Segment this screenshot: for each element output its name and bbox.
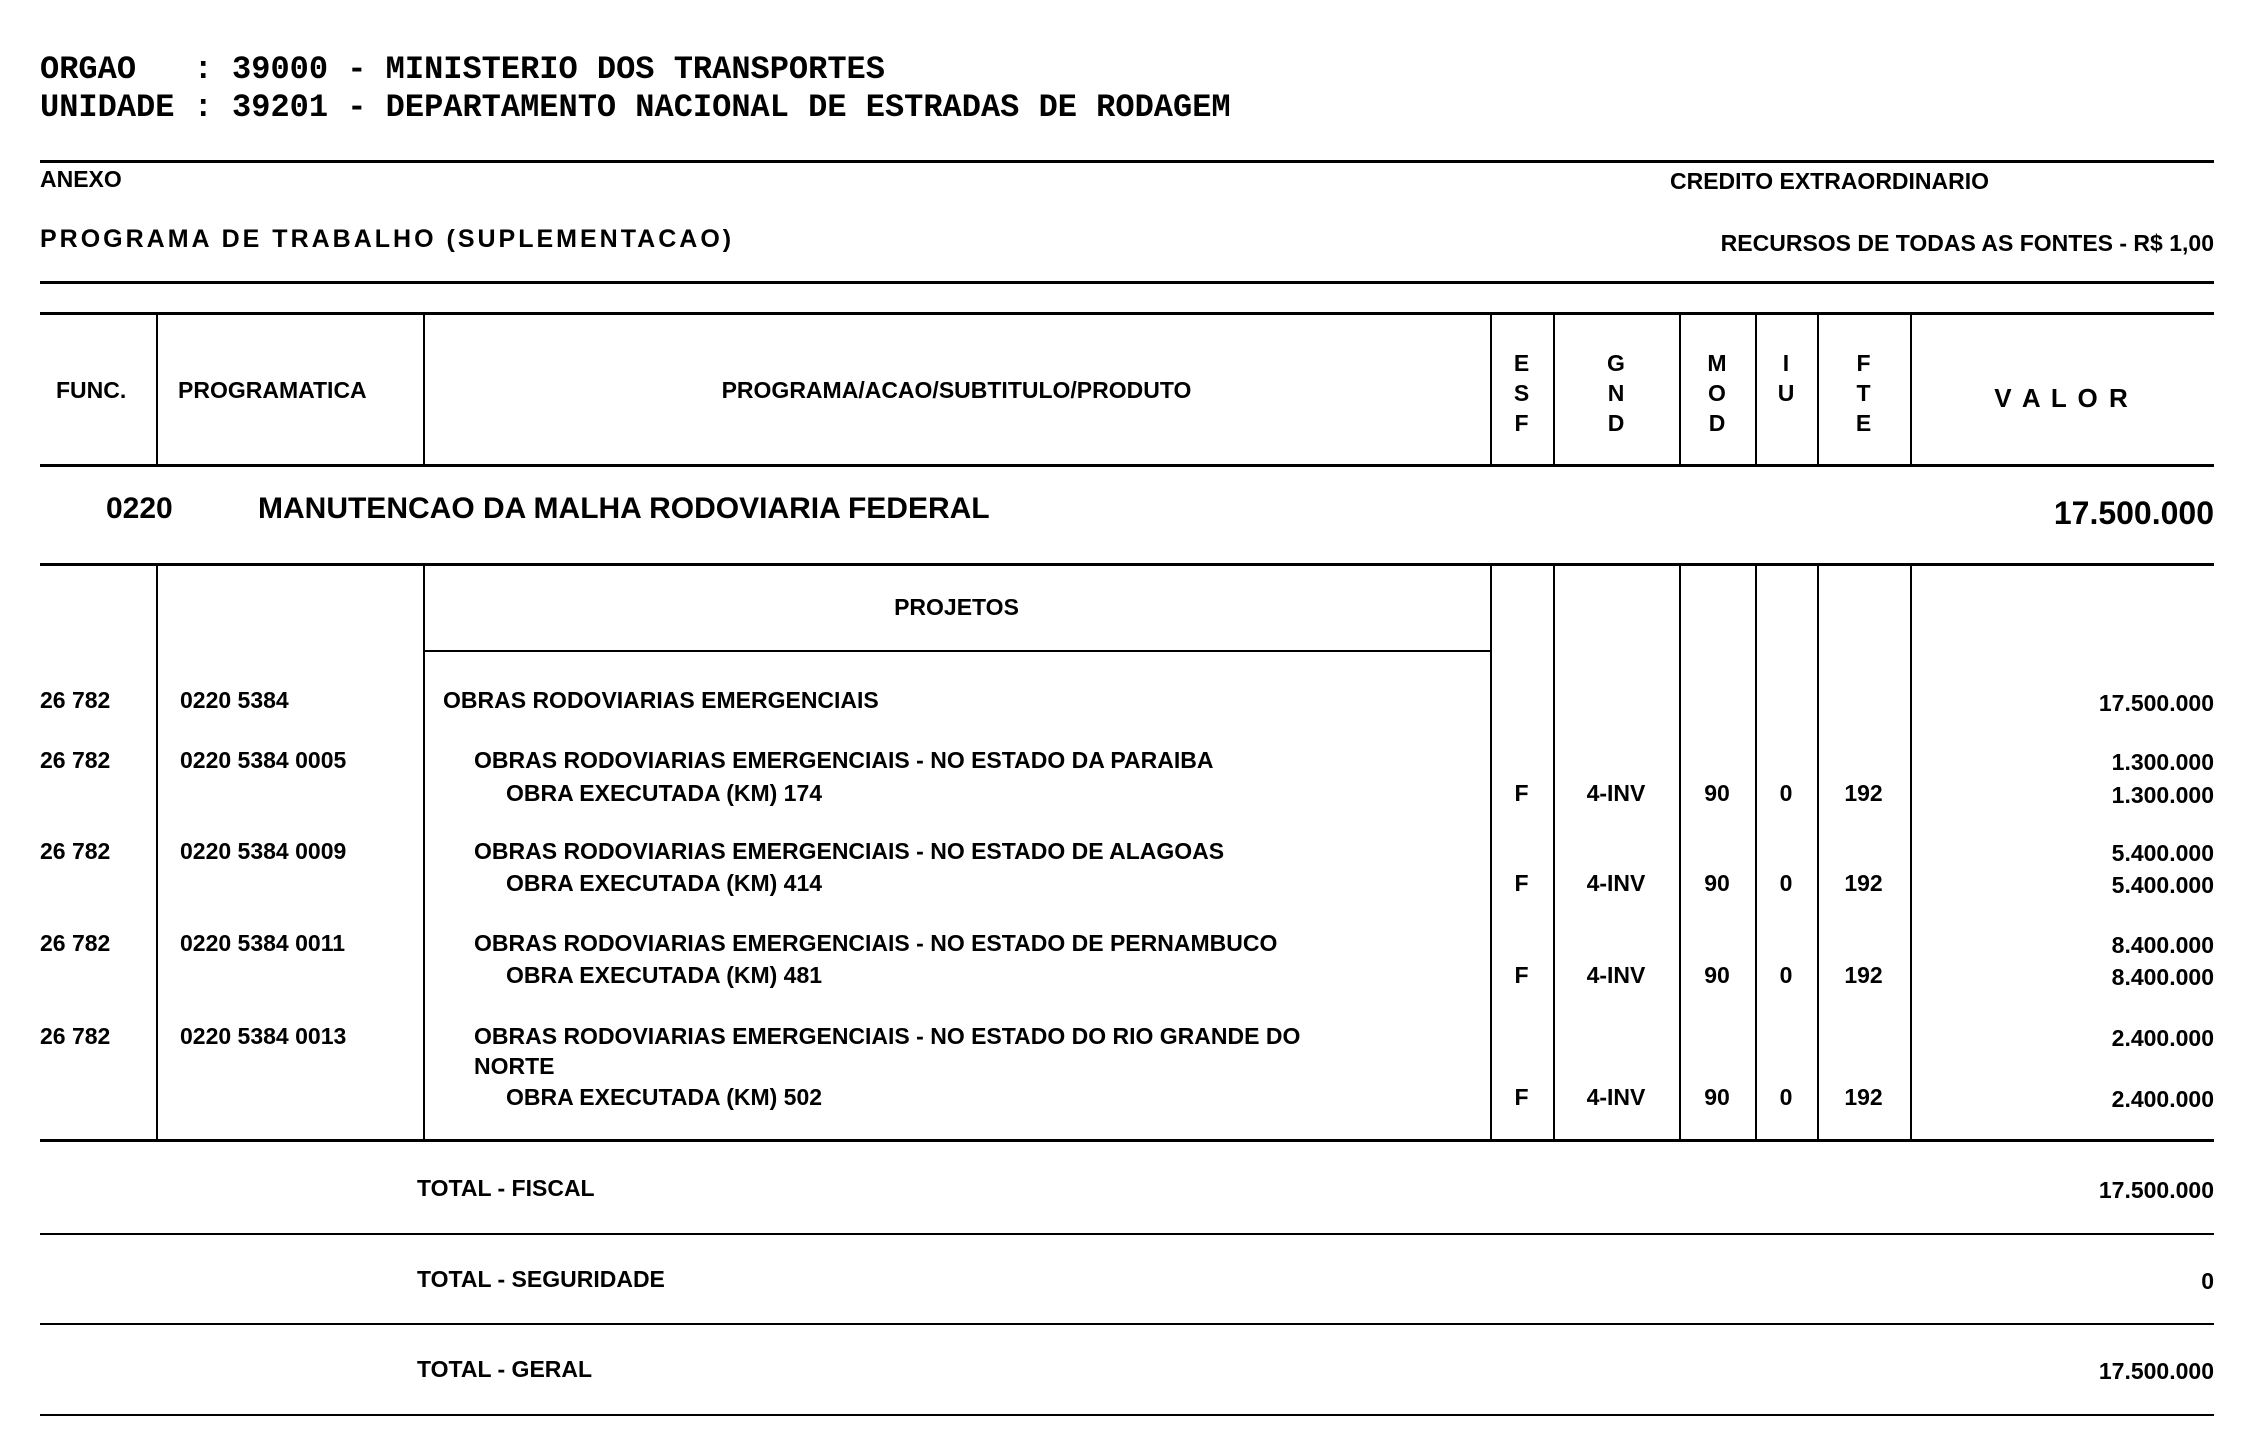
divider	[40, 464, 2214, 467]
row-esf: F	[1514, 962, 1529, 988]
divider	[40, 281, 2214, 284]
divider	[40, 1233, 2214, 1235]
column-rule	[1910, 312, 1912, 466]
total-valor: 17.500.000	[2098, 1177, 2214, 1203]
row-programatica: 0220 5384 0013	[180, 1023, 347, 1049]
total-valor: 0	[2201, 1268, 2214, 1294]
row-valor: 5.400.000	[2111, 840, 2214, 866]
row-produto: OBRA EXECUTADA (KM) 174	[506, 780, 823, 806]
row-iu: 0	[1779, 1084, 1793, 1110]
column-rule	[156, 563, 158, 1141]
divider	[40, 160, 2214, 163]
divider	[40, 312, 2214, 315]
action-func: 26 782	[40, 687, 111, 713]
column-rule	[1755, 563, 1757, 1141]
row-func: 26 782	[40, 930, 111, 956]
row-fte: 192	[1844, 962, 1883, 988]
column-rule	[1817, 563, 1819, 1141]
row-esf: F	[1514, 780, 1529, 806]
total-label: TOTAL - SEGURIDADE	[417, 1266, 665, 1292]
col-valor: V A L O R	[1994, 383, 2130, 413]
programa-trabalho-title: PROGRAMA DE TRABALHO (SUPLEMENTACAO)	[40, 225, 735, 253]
action-title: OBRAS RODOVIARIAS EMERGENCIAIS	[443, 687, 879, 713]
row-title: OBRAS RODOVIARIAS EMERGENCIAIS - NO ESTADO DA PARAIBA	[474, 747, 1214, 773]
row-mod: 90	[1704, 962, 1730, 988]
col-gnd-letter: D	[1607, 410, 1625, 436]
row-valor: 8.400.000	[2111, 932, 2214, 958]
divider	[423, 650, 1490, 652]
col-programa: PROGRAMA/ACAO/SUBTITULO/PRODUTO	[721, 377, 1192, 403]
row-fte: 192	[1844, 870, 1883, 896]
row-programatica: 0220 5384 0011	[180, 930, 346, 956]
total-label: TOTAL - GERAL	[417, 1356, 593, 1382]
row-mod: 90	[1704, 780, 1730, 806]
column-rule	[1490, 563, 1492, 1141]
row-gnd: 4-INV	[1586, 780, 1646, 806]
unidade-line: UNIDADE : 39201 - DEPARTAMENTO NACIONAL DE ESTRADAS DE RODAGEM	[40, 89, 1231, 126]
row-produto: OBRA EXECUTADA (KM) 502	[506, 1084, 823, 1110]
row-valor: 2.400.000	[2111, 1025, 2214, 1051]
col-fte-letter: T	[1856, 380, 1871, 406]
program-valor: 17.500.000	[2053, 495, 2214, 531]
program-code: 0220	[106, 492, 173, 525]
credito-label: CREDITO EXTRAORDINARIO	[1670, 168, 1990, 194]
col-mod-letter: O	[1708, 380, 1726, 406]
row-mod: 90	[1704, 870, 1730, 896]
col-esf-letter: F	[1514, 410, 1529, 436]
row-esf: F	[1514, 1084, 1529, 1110]
action-programatica: 0220 5384	[180, 687, 289, 713]
col-mod-letter: M	[1707, 350, 1727, 376]
row-produto: OBRA EXECUTADA (KM) 414	[506, 870, 823, 896]
row-esf: F	[1514, 870, 1529, 896]
divider	[40, 563, 2214, 566]
row-gnd: 4-INV	[1586, 962, 1646, 988]
row-valor-produto: 5.400.000	[2111, 872, 2214, 898]
row-title: OBRAS RODOVIARIAS EMERGENCIAIS - NO ESTADO DE ALAGOAS	[474, 838, 1225, 864]
section-projetos: PROJETOS	[894, 594, 1019, 620]
row-iu: 0	[1779, 780, 1793, 806]
recursos-label: RECURSOS DE TODAS AS FONTES - R$ 1,00	[1720, 230, 2214, 256]
action-valor: 17.500.000	[2098, 690, 2214, 716]
program-title: MANUTENCAO DA MALHA RODOVIARIA FEDERAL	[258, 492, 990, 525]
column-rule	[423, 312, 425, 466]
row-title: OBRAS RODOVIARIAS EMERGENCIAIS - NO ESTADO DE PERNAMBUCO	[474, 930, 1278, 956]
row-func: 26 782	[40, 838, 111, 864]
row-mod: 90	[1704, 1084, 1730, 1110]
col-esf-letter: E	[1513, 350, 1530, 376]
col-mod-letter: D	[1708, 410, 1726, 436]
col-iu-letter: I	[1782, 350, 1790, 376]
row-func: 26 782	[40, 747, 111, 773]
divider	[40, 1139, 2214, 1142]
row-valor-produto: 2.400.000	[2111, 1086, 2214, 1112]
row-fte: 192	[1844, 1084, 1883, 1110]
total-valor: 17.500.000	[2098, 1358, 2214, 1384]
col-fte-letter: E	[1855, 410, 1872, 436]
column-rule	[423, 563, 425, 1141]
col-gnd-letter: N	[1607, 380, 1625, 406]
row-iu: 0	[1779, 870, 1793, 896]
row-title: OBRAS RODOVIARIAS EMERGENCIAIS - NO ESTADO DO RIO GRANDE DO	[474, 1023, 1301, 1049]
row-valor: 1.300.000	[2111, 749, 2214, 775]
column-rule	[156, 312, 158, 466]
col-esf-letter: S	[1513, 380, 1530, 406]
col-iu-letter: U	[1777, 380, 1795, 406]
row-func: 26 782	[40, 1023, 111, 1049]
column-rule	[1679, 563, 1681, 1141]
row-valor-produto: 1.300.000	[2111, 782, 2214, 808]
divider	[40, 1414, 2214, 1416]
row-programatica: 0220 5384 0009	[180, 838, 347, 864]
total-label: TOTAL - FISCAL	[417, 1175, 595, 1201]
row-title-cont: NORTE	[474, 1053, 555, 1079]
col-gnd-letter: G	[1607, 350, 1625, 376]
row-fte: 192	[1844, 780, 1883, 806]
orgao-line: ORGAO : 39000 - MINISTERIO DOS TRANSPORTES	[40, 51, 885, 88]
row-gnd: 4-INV	[1586, 1084, 1646, 1110]
col-fte-letter: F	[1856, 350, 1871, 376]
anexo-label: ANEXO	[40, 166, 122, 192]
column-rule	[1553, 563, 1555, 1141]
row-valor-produto: 8.400.000	[2111, 964, 2214, 990]
column-rule	[1910, 563, 1912, 1141]
col-func: FUNC.	[56, 377, 127, 403]
row-programatica: 0220 5384 0005	[180, 747, 347, 773]
col-programatica: PROGRAMATICA	[178, 377, 367, 403]
row-iu: 0	[1779, 962, 1793, 988]
row-gnd: 4-INV	[1586, 870, 1646, 896]
divider	[40, 1323, 2214, 1325]
row-produto: OBRA EXECUTADA (KM) 481	[506, 962, 823, 988]
